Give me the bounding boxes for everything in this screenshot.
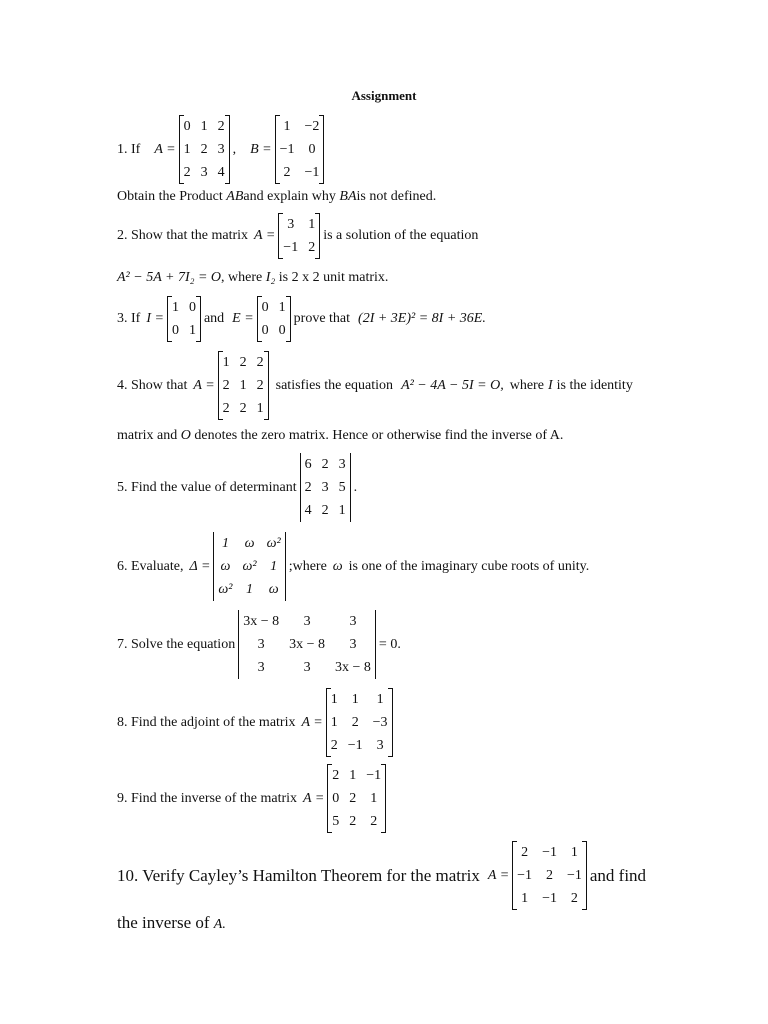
matrix-cell: −3 bbox=[372, 715, 388, 730]
matrix-row bbox=[179, 115, 230, 138]
q7-end: = 0. bbox=[378, 636, 401, 652]
matrix-cell: 1 bbox=[183, 142, 191, 157]
matrix-left-bracket bbox=[327, 764, 332, 833]
matrix-cell: 0 bbox=[183, 119, 191, 134]
matrix-grid bbox=[179, 115, 230, 184]
determinant-right-bar bbox=[375, 610, 376, 679]
matrix-cell: −1 bbox=[279, 142, 295, 157]
matrix-row bbox=[300, 453, 351, 476]
matrix-cell: 0 bbox=[278, 323, 286, 338]
matrix-right-bracket bbox=[225, 115, 230, 184]
matrix-row bbox=[218, 374, 269, 397]
matrix-cell: ω² bbox=[266, 536, 281, 551]
matrix-row bbox=[213, 555, 285, 578]
q1-prefix: 1. If bbox=[117, 141, 141, 157]
matrix-cell: 6 bbox=[304, 457, 312, 472]
matrix-cell: 2 bbox=[183, 165, 191, 180]
question-10 bbox=[117, 841, 646, 910]
matrix-cell: 4 bbox=[304, 503, 312, 518]
matrix-grid bbox=[213, 532, 285, 601]
matrix-left-bracket bbox=[167, 296, 172, 342]
matrix-grid bbox=[300, 453, 351, 522]
matrix-row bbox=[300, 476, 351, 499]
q4-prefix: 4. Show that bbox=[117, 377, 188, 393]
q3-matrix-i bbox=[167, 296, 201, 342]
matrix-cell: 1 bbox=[338, 503, 346, 518]
matrix-cell: 0 bbox=[261, 300, 269, 315]
matrix-cell: 2 bbox=[256, 355, 264, 370]
determinant-left-bar bbox=[300, 453, 301, 522]
q2-a-label: A = bbox=[254, 228, 276, 243]
question-1 bbox=[117, 115, 327, 184]
determinant-right-bar bbox=[285, 532, 286, 601]
determinant-right-bar bbox=[350, 453, 351, 522]
matrix-right-bracket bbox=[319, 115, 324, 184]
matrix-cell: 1 bbox=[278, 300, 286, 315]
matrix-cell: 3x − 8 bbox=[243, 614, 280, 629]
q9-matrix bbox=[327, 764, 386, 833]
q1-text-b: and explain why bbox=[243, 189, 340, 204]
matrix-left-bracket bbox=[275, 115, 280, 184]
q4-text-o: O bbox=[180, 428, 191, 443]
matrix-left-bracket bbox=[278, 213, 283, 259]
matrix-left-bracket bbox=[218, 351, 223, 420]
q4-mid: satisfies the equation bbox=[275, 377, 394, 393]
matrix-cell: 2 bbox=[349, 791, 357, 806]
matrix-cell: 1 bbox=[570, 845, 578, 860]
matrix-row bbox=[512, 887, 587, 910]
question-7 bbox=[117, 610, 401, 679]
matrix-cell: 2 bbox=[308, 240, 316, 255]
matrix-row bbox=[278, 236, 320, 259]
matrix-cell: 3 bbox=[303, 660, 311, 675]
matrix-cell: 1 bbox=[370, 791, 378, 806]
question-1-text bbox=[117, 189, 436, 205]
q3-e-label: E = bbox=[232, 311, 254, 326]
q10-prefix: 10. Verify Cayley’s Hamilton Theorem for the matrix bbox=[117, 865, 480, 885]
matrix-cell: 1 bbox=[200, 119, 208, 134]
matrix-grid bbox=[278, 213, 320, 259]
q1-matrix-b bbox=[275, 115, 325, 184]
matrix-grid bbox=[275, 115, 325, 184]
matrix-cell: 1 bbox=[221, 536, 229, 551]
q2-matrix bbox=[278, 213, 320, 259]
matrix-cell: 2 bbox=[570, 891, 578, 906]
matrix-cell: −1 bbox=[283, 240, 299, 255]
matrix-cell: 5 bbox=[332, 814, 340, 829]
matrix-cell: 2 bbox=[370, 814, 378, 829]
matrix-left-bracket bbox=[257, 296, 262, 342]
q8-a-label: A = bbox=[301, 714, 323, 730]
matrix-cell: ω² bbox=[242, 559, 257, 574]
matrix-row bbox=[238, 656, 376, 679]
q6-prefix: 6. Evaluate, bbox=[117, 558, 184, 574]
matrix-cell: −1 bbox=[366, 768, 382, 783]
matrix-row bbox=[238, 610, 376, 633]
matrix-cell: 0 bbox=[332, 791, 340, 806]
q1-text-ab: AB bbox=[226, 189, 244, 204]
question-2 bbox=[117, 213, 478, 259]
q2-suffix: is a solution of the equation bbox=[323, 228, 479, 243]
matrix-cell: 1 bbox=[376, 692, 384, 707]
q2-where: , where bbox=[221, 270, 266, 285]
matrix-cell: 1 bbox=[246, 582, 254, 597]
matrix-right-bracket bbox=[315, 213, 320, 259]
question-3 bbox=[117, 296, 486, 342]
matrix-cell: 2 bbox=[521, 845, 529, 860]
matrix-cell: 0 bbox=[308, 142, 316, 157]
q4-equation: A² − 4A − 5I = O, bbox=[401, 377, 504, 393]
matrix-cell: −1 bbox=[304, 165, 320, 180]
matrix-cell: 1 bbox=[330, 715, 338, 730]
matrix-cell: 2 bbox=[217, 119, 225, 134]
matrix-cell: 2 bbox=[321, 503, 329, 518]
matrix-row bbox=[213, 532, 285, 555]
matrix-cell: ω² bbox=[218, 582, 233, 597]
q2-end: is 2 x 2 unit matrix. bbox=[275, 270, 389, 285]
matrix-row bbox=[213, 578, 285, 601]
question-6 bbox=[117, 532, 589, 601]
matrix-cell: 1 bbox=[521, 891, 529, 906]
matrix-cell: 2 bbox=[330, 738, 338, 753]
matrix-cell: 3 bbox=[200, 165, 208, 180]
matrix-cell: −1 bbox=[566, 868, 582, 883]
matrix-row bbox=[512, 841, 587, 864]
matrix-cell: 2 bbox=[200, 142, 208, 157]
matrix-cell: 3 bbox=[303, 614, 311, 629]
q10-text-a: the inverse of bbox=[117, 913, 214, 932]
matrix-cell: 2 bbox=[304, 480, 312, 495]
q1-a-label: A = bbox=[154, 141, 176, 157]
matrix-row bbox=[179, 161, 230, 184]
matrix-row bbox=[327, 787, 386, 810]
q6-where: ;where bbox=[288, 558, 327, 574]
q3-equation: (2I + 3E)² = 8I + 36E. bbox=[358, 311, 486, 326]
q3-prove: prove that bbox=[293, 311, 351, 326]
matrix-cell: ω bbox=[220, 559, 231, 574]
q5-end: . bbox=[353, 479, 358, 495]
matrix-row bbox=[275, 161, 325, 184]
matrix-cell: 1 bbox=[349, 768, 357, 783]
matrix-cell: 2 bbox=[239, 401, 247, 416]
matrix-row bbox=[179, 138, 230, 161]
q10-a-label: A = bbox=[487, 867, 510, 883]
q2-prefix: 2. Show that the matrix bbox=[117, 228, 249, 243]
matrix-cell: 0 bbox=[188, 300, 196, 315]
matrix-cell: 2 bbox=[332, 768, 340, 783]
matrix-row bbox=[326, 734, 393, 757]
matrix-cell: ω bbox=[244, 536, 255, 551]
q9-a-label: A = bbox=[303, 790, 325, 806]
matrix-cell: 0 bbox=[171, 323, 179, 338]
q4-a-label: A = bbox=[193, 377, 215, 393]
matrix-cell: 1 bbox=[283, 119, 291, 134]
matrix-row bbox=[327, 764, 386, 787]
matrix-cell: 3 bbox=[257, 660, 265, 675]
q6-delta: Δ = bbox=[189, 558, 211, 574]
matrix-cell: 2 bbox=[222, 378, 230, 393]
q10-text-var: A. bbox=[213, 917, 226, 932]
q1-text-a: Obtain the Product bbox=[117, 189, 227, 204]
matrix-row bbox=[275, 115, 325, 138]
matrix-cell: −1 bbox=[542, 845, 557, 860]
q4-end: is the identity bbox=[556, 377, 633, 393]
q4-i: I bbox=[547, 377, 553, 393]
matrix-cell: 2 bbox=[283, 165, 291, 180]
q1-b-label: B = bbox=[250, 141, 272, 157]
matrix-grid bbox=[238, 610, 376, 679]
matrix-cell: 4 bbox=[217, 165, 225, 180]
q8-matrix bbox=[326, 688, 393, 757]
matrix-row bbox=[326, 711, 393, 734]
q3-and: and bbox=[203, 311, 225, 326]
q1-matrix-a bbox=[179, 115, 230, 184]
matrix-grid bbox=[218, 351, 269, 420]
determinant-left-bar bbox=[238, 610, 239, 679]
question-10-text bbox=[117, 913, 226, 933]
matrix-cell: 1 bbox=[222, 355, 230, 370]
matrix-row bbox=[218, 397, 269, 420]
matrix-left-bracket bbox=[512, 841, 517, 910]
matrix-cell: −1 bbox=[347, 738, 363, 753]
q3-matrix-e bbox=[257, 296, 291, 342]
matrix-row bbox=[512, 864, 587, 887]
q1-separator: , bbox=[232, 141, 237, 157]
matrix-cell: 5 bbox=[338, 480, 346, 495]
matrix-row bbox=[278, 213, 320, 236]
question-4 bbox=[117, 351, 633, 420]
q7-prefix: 7. Solve the equation bbox=[117, 636, 236, 652]
q8-prefix: 8. Find the adjoint of the matrix bbox=[117, 714, 296, 730]
matrix-row bbox=[300, 499, 351, 522]
matrix-cell: −2 bbox=[304, 119, 320, 134]
matrix-cell: 2 bbox=[222, 401, 230, 416]
matrix-cell: 2 bbox=[351, 715, 359, 730]
matrix-right-bracket bbox=[196, 296, 201, 342]
matrix-cell: 1 bbox=[188, 323, 196, 338]
question-4-text bbox=[117, 428, 563, 444]
matrix-cell: 3x − 8 bbox=[289, 637, 326, 652]
matrix-cell: ω bbox=[268, 582, 279, 597]
q6-determinant bbox=[213, 532, 285, 601]
matrix-row bbox=[238, 633, 376, 656]
matrix-cell: 1 bbox=[270, 559, 278, 574]
matrix-row bbox=[275, 138, 325, 161]
question-9 bbox=[117, 764, 389, 833]
matrix-row bbox=[218, 351, 269, 374]
matrix-cell: 2 bbox=[349, 814, 357, 829]
question-2-text bbox=[117, 270, 388, 286]
q2-equation: A² − 5A + 7I₂ = O bbox=[117, 270, 222, 285]
matrix-cell: −1 bbox=[542, 891, 557, 906]
q4-text-b: denotes the zero matrix. Hence or otherwise find the inverse of A. bbox=[190, 428, 564, 443]
matrix-grid bbox=[327, 764, 386, 833]
matrix-right-bracket bbox=[582, 841, 587, 910]
q10-end: and find bbox=[589, 865, 647, 885]
matrix-cell: 1 bbox=[171, 300, 179, 315]
matrix-cell: 1 bbox=[351, 692, 359, 707]
matrix-cell: 1 bbox=[239, 378, 247, 393]
q7-determinant bbox=[238, 610, 376, 679]
matrix-cell: 3 bbox=[321, 480, 329, 495]
q6-omega: ω bbox=[332, 558, 343, 574]
q6-end: is one of the imaginary cube roots of unity. bbox=[348, 558, 590, 574]
matrix-cell: 1 bbox=[256, 401, 264, 416]
q4-where: where bbox=[509, 377, 544, 393]
matrix-row bbox=[327, 810, 386, 833]
matrix-cell: 2 bbox=[256, 378, 264, 393]
matrix-cell: 3 bbox=[349, 637, 357, 652]
matrix-grid bbox=[326, 688, 393, 757]
q4-matrix bbox=[218, 351, 269, 420]
matrix-cell: 0 bbox=[261, 323, 269, 338]
matrix-right-bracket bbox=[286, 296, 291, 342]
q3-i-label: I = bbox=[146, 311, 164, 326]
q9-prefix: 9. Find the inverse of the matrix bbox=[117, 790, 298, 806]
matrix-cell: 3 bbox=[338, 457, 346, 472]
matrix-cell: 3 bbox=[217, 142, 225, 157]
matrix-right-bracket bbox=[381, 764, 386, 833]
q5-prefix: 5. Find the value of determinant bbox=[117, 479, 297, 495]
q3-prefix: 3. If bbox=[117, 311, 141, 326]
matrix-left-bracket bbox=[179, 115, 184, 184]
matrix-cell: 3x − 8 bbox=[335, 660, 371, 675]
matrix-cell: 3 bbox=[376, 738, 384, 753]
matrix-cell: 1 bbox=[308, 217, 316, 232]
matrix-right-bracket bbox=[388, 688, 393, 757]
q1-text-c: is not defined. bbox=[356, 189, 437, 204]
matrix-cell: 2 bbox=[546, 868, 554, 883]
matrix-cell: 2 bbox=[239, 355, 247, 370]
matrix-cell: −1 bbox=[517, 868, 533, 883]
question-8 bbox=[117, 688, 396, 757]
matrix-cell: 3 bbox=[287, 217, 295, 232]
matrix-cell: 3 bbox=[257, 637, 265, 652]
question-5 bbox=[117, 453, 357, 522]
matrix-right-bracket bbox=[264, 351, 269, 420]
matrix-cell: 2 bbox=[321, 457, 329, 472]
determinant-left-bar bbox=[213, 532, 214, 601]
q1-text-ba: BA bbox=[339, 189, 357, 204]
q4-text-a: matrix and bbox=[117, 428, 181, 443]
q5-determinant bbox=[300, 453, 351, 522]
page-title: Assignment bbox=[351, 88, 417, 103]
q2-i2: I₂ bbox=[265, 270, 276, 285]
matrix-grid bbox=[512, 841, 587, 910]
matrix-row bbox=[326, 688, 393, 711]
matrix-cell: 1 bbox=[330, 692, 338, 707]
matrix-cell: 3 bbox=[349, 614, 357, 629]
q10-matrix bbox=[512, 841, 587, 910]
matrix-left-bracket bbox=[326, 688, 331, 757]
